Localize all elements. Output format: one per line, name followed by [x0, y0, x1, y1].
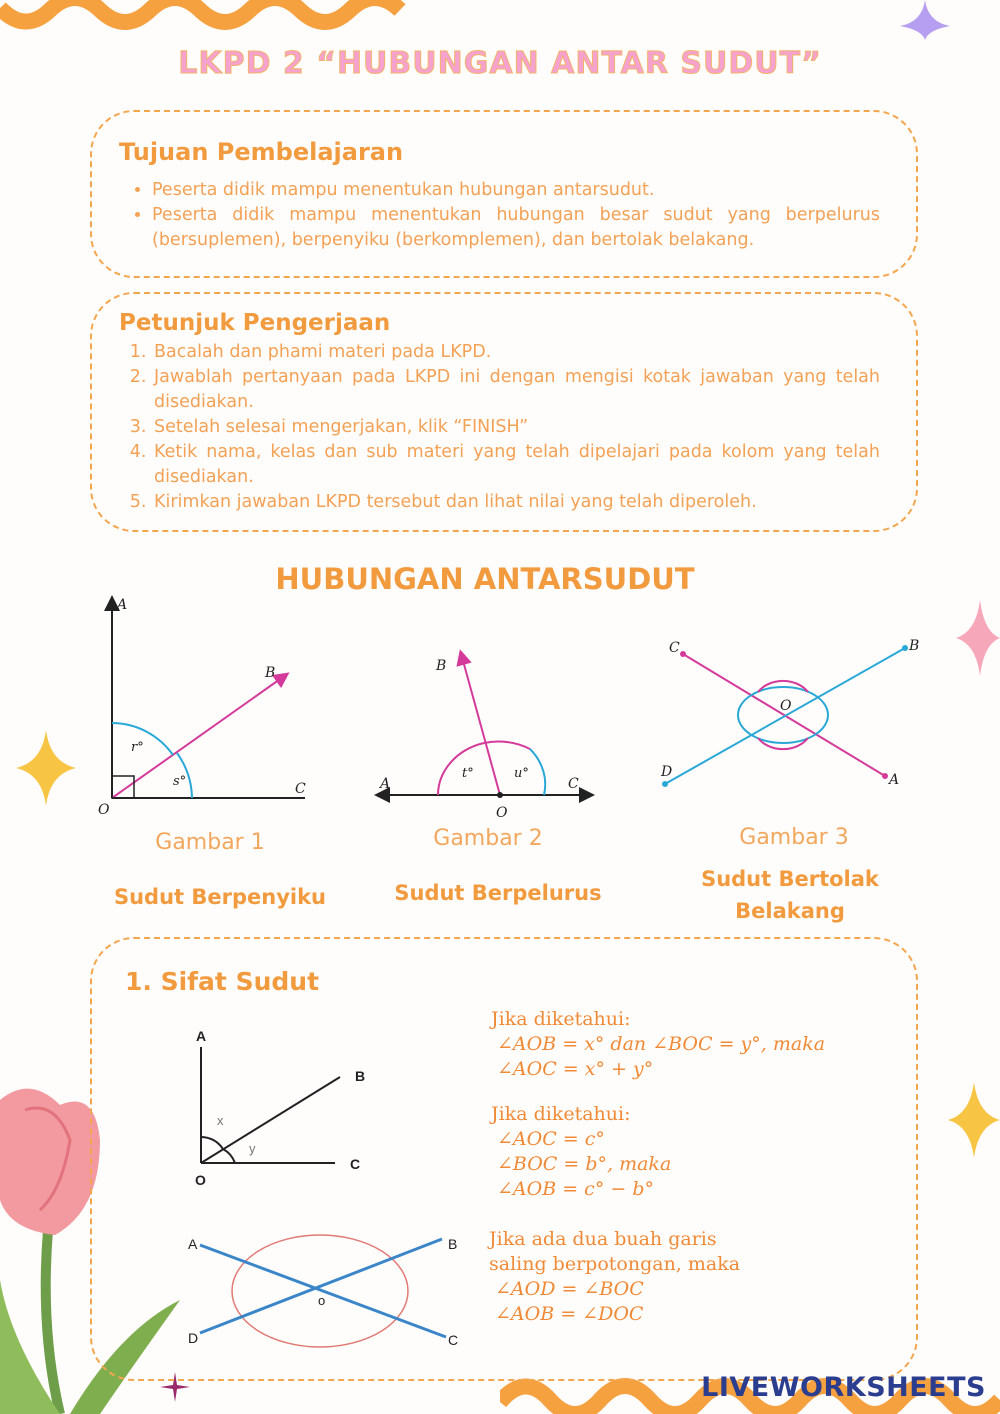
sifat-diagram-1 — [185, 1025, 375, 1195]
formula-line: ∠BOC = b°, maka — [497, 1153, 672, 1175]
label-a: A — [117, 597, 128, 613]
formula-line: ∠AOB = ∠DOC — [495, 1303, 644, 1325]
label-a: A — [889, 772, 900, 788]
label-b: B — [265, 665, 276, 681]
yellow-sparkle-icon — [14, 728, 78, 808]
label-a: A — [380, 776, 391, 792]
list-item: • Peserta didik mampu menentukan hubungan besar sudut yang berpelurus (bersuplemen), berpenyiku (berkomplemen), dan bertolak belakang. — [152, 203, 880, 253]
line-db — [665, 648, 905, 784]
formula-intro: saling berpotongan, maka — [489, 1253, 741, 1275]
liveworksheets-brand: LIVEWORKSHEETS — [701, 1372, 986, 1403]
label-c: C — [350, 1156, 361, 1172]
formula-block-2 — [491, 1102, 911, 1202]
label-r: r° — [131, 740, 144, 755]
label-b: B — [355, 1068, 366, 1084]
point-o — [497, 792, 503, 798]
list-item: 5. Kirimkan jawaban LKPD tersebut dan lihat nilai yang telah diperoleh. — [152, 490, 880, 515]
formula-intro: Jika diketahui: — [491, 1103, 631, 1125]
tujuan-heading: Tujuan Pembelajaran — [119, 138, 404, 166]
figure-3-name — [660, 863, 920, 927]
arc-t — [438, 743, 484, 795]
figure-1-diagram — [95, 595, 320, 825]
section-title: HUBUNGAN ANTARSUDUT — [275, 562, 695, 596]
figure-3-name-line2: Belakang — [735, 899, 845, 923]
label-a: A — [196, 1028, 207, 1044]
formula-intro: Jika diketahui: — [491, 1008, 631, 1030]
top-wave-decoration — [0, 0, 420, 40]
figure-3-diagram — [655, 630, 925, 800]
label-c: C — [669, 640, 680, 656]
label-s: s° — [173, 774, 187, 789]
formula-block-1 — [491, 1007, 911, 1082]
formula-line: ∠AOC = x° + y° — [497, 1058, 654, 1080]
yellow-sparkle-icon-right — [946, 1080, 1000, 1160]
page-title: LKPD 2 “HUBUNGAN ANTAR SUDUT” — [178, 46, 822, 81]
arc-u — [530, 749, 545, 795]
label-y: y — [249, 1141, 256, 1156]
formula-line: ∠AOC = c° — [497, 1128, 605, 1150]
tujuan-box — [90, 110, 918, 278]
formula-line: ∠AOD = ∠BOC — [495, 1278, 644, 1300]
label-u: u° — [514, 766, 529, 781]
petunjuk-heading: Petunjuk Pengerjaan — [119, 310, 391, 336]
label-c: C — [448, 1332, 459, 1348]
list-item: 3. Setelah selesai mengerjakan, klik “FINISH” — [152, 415, 880, 440]
label-b: B — [436, 658, 447, 674]
label-d: D — [188, 1330, 199, 1346]
label-x: x — [217, 1113, 224, 1128]
ray-ob — [112, 677, 283, 798]
label-d: D — [661, 764, 673, 780]
label-o: O — [496, 805, 508, 821]
figure-2-name: Sudut Berpelurus — [394, 881, 602, 905]
sifat-diagram-2 — [180, 1225, 470, 1355]
list-item: 4. Ketik nama, kelas dan sub materi yang telah dipelajari pada kolom yang telah disediakan. — [152, 440, 880, 490]
formula-intro: Jika ada dua buah garis — [489, 1228, 717, 1250]
label-b: B — [448, 1236, 458, 1252]
figure-3-name-line1: Sudut Bertolak — [701, 867, 879, 891]
formula-line: ∠AOB = c° − b° — [497, 1178, 654, 1200]
label-c: C — [295, 781, 306, 797]
liveworksheets-logo[interactable] — [701, 1372, 986, 1403]
label-c: C — [568, 776, 579, 792]
pink-sparkle-icon — [950, 598, 1000, 678]
figure-1-caption: Gambar 1 — [155, 830, 265, 855]
list-item: 1. Bacalah dan phami materi pada LKPD. — [152, 340, 880, 365]
list-item: • Peserta didik mampu menentukan hubungan antarsudut. — [152, 178, 880, 203]
figure-2-diagram — [372, 645, 597, 825]
sifat-heading: 1. Sifat Sudut — [125, 967, 320, 996]
petunjuk-list — [120, 340, 880, 515]
figure-3-caption: Gambar 3 — [739, 825, 849, 850]
formula-block-3 — [489, 1227, 909, 1327]
label-o: O — [195, 1172, 206, 1188]
petunjuk-box — [90, 292, 918, 532]
label-o: O — [780, 698, 792, 714]
label-o: o — [318, 1293, 326, 1308]
tujuan-list — [120, 178, 880, 253]
figure-1-name: Sudut Berpenyiku — [113, 885, 327, 909]
label-b: B — [909, 638, 920, 654]
figure-2-caption: Gambar 2 — [433, 826, 543, 851]
purple-sparkle-icon — [895, 0, 955, 40]
label-t: t° — [462, 766, 474, 781]
list-item: 2. Jawablah pertanyaan pada LKPD ini dengan mengisi kotak jawaban yang telah disediakan. — [152, 365, 880, 415]
label-a: A — [188, 1236, 198, 1252]
formula-line: ∠AOB = x° dan ∠BOC = y°, maka — [497, 1033, 826, 1055]
label-o: O — [98, 802, 110, 818]
